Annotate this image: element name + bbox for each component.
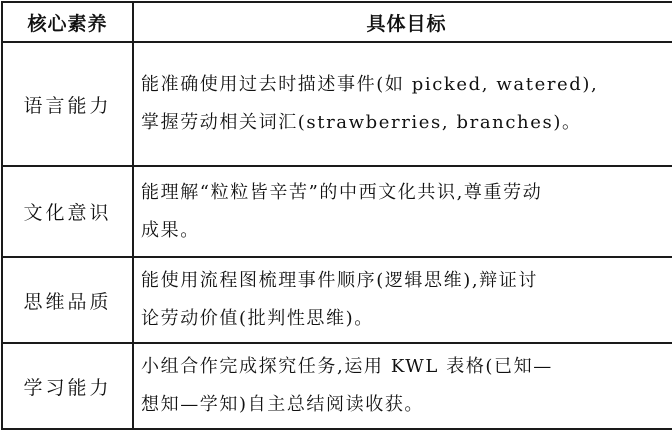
objective-line: 论劳动价值(批判性思维)。 [141, 308, 374, 329]
table-row [2, 42, 672, 166]
objective-line: 能使用流程图梳理事件顺序(逻辑思维),辩证讨 [141, 270, 538, 291]
competency-objective-table [1, 1, 672, 430]
header-competency: 核心素养 [2, 2, 133, 42]
objective-line: 成果。 [141, 219, 200, 241]
objective-line: 小组合作完成探究任务,运用 KWL 表格(已知— [141, 356, 553, 377]
competency-cell: 文化意识 [2, 166, 133, 257]
table-header-row [2, 2, 672, 42]
table-row [2, 257, 672, 343]
objective-line: 能准确使用过去时描述事件(如 picked, watered), [141, 74, 599, 95]
table-row [2, 166, 672, 257]
competency-cell: 思维品质 [2, 257, 133, 343]
objective-line: 能理解“粒粒皆辛苦”的中西文化共识,尊重劳动 [141, 181, 543, 203]
objective-cell [133, 166, 672, 257]
competency-cell: 语言能力 [2, 42, 133, 166]
objective-cell [133, 343, 672, 429]
objective-line: 想知—学知)自主总结阅读收获。 [141, 394, 425, 415]
header-objective: 具体目标 [133, 2, 672, 42]
objective-cell [133, 257, 672, 343]
table-row [2, 343, 672, 429]
objective-cell [133, 42, 672, 166]
competency-cell: 学习能力 [2, 343, 133, 429]
objective-line: 掌握劳动相关词汇(strawberries, branches)。 [141, 112, 582, 133]
